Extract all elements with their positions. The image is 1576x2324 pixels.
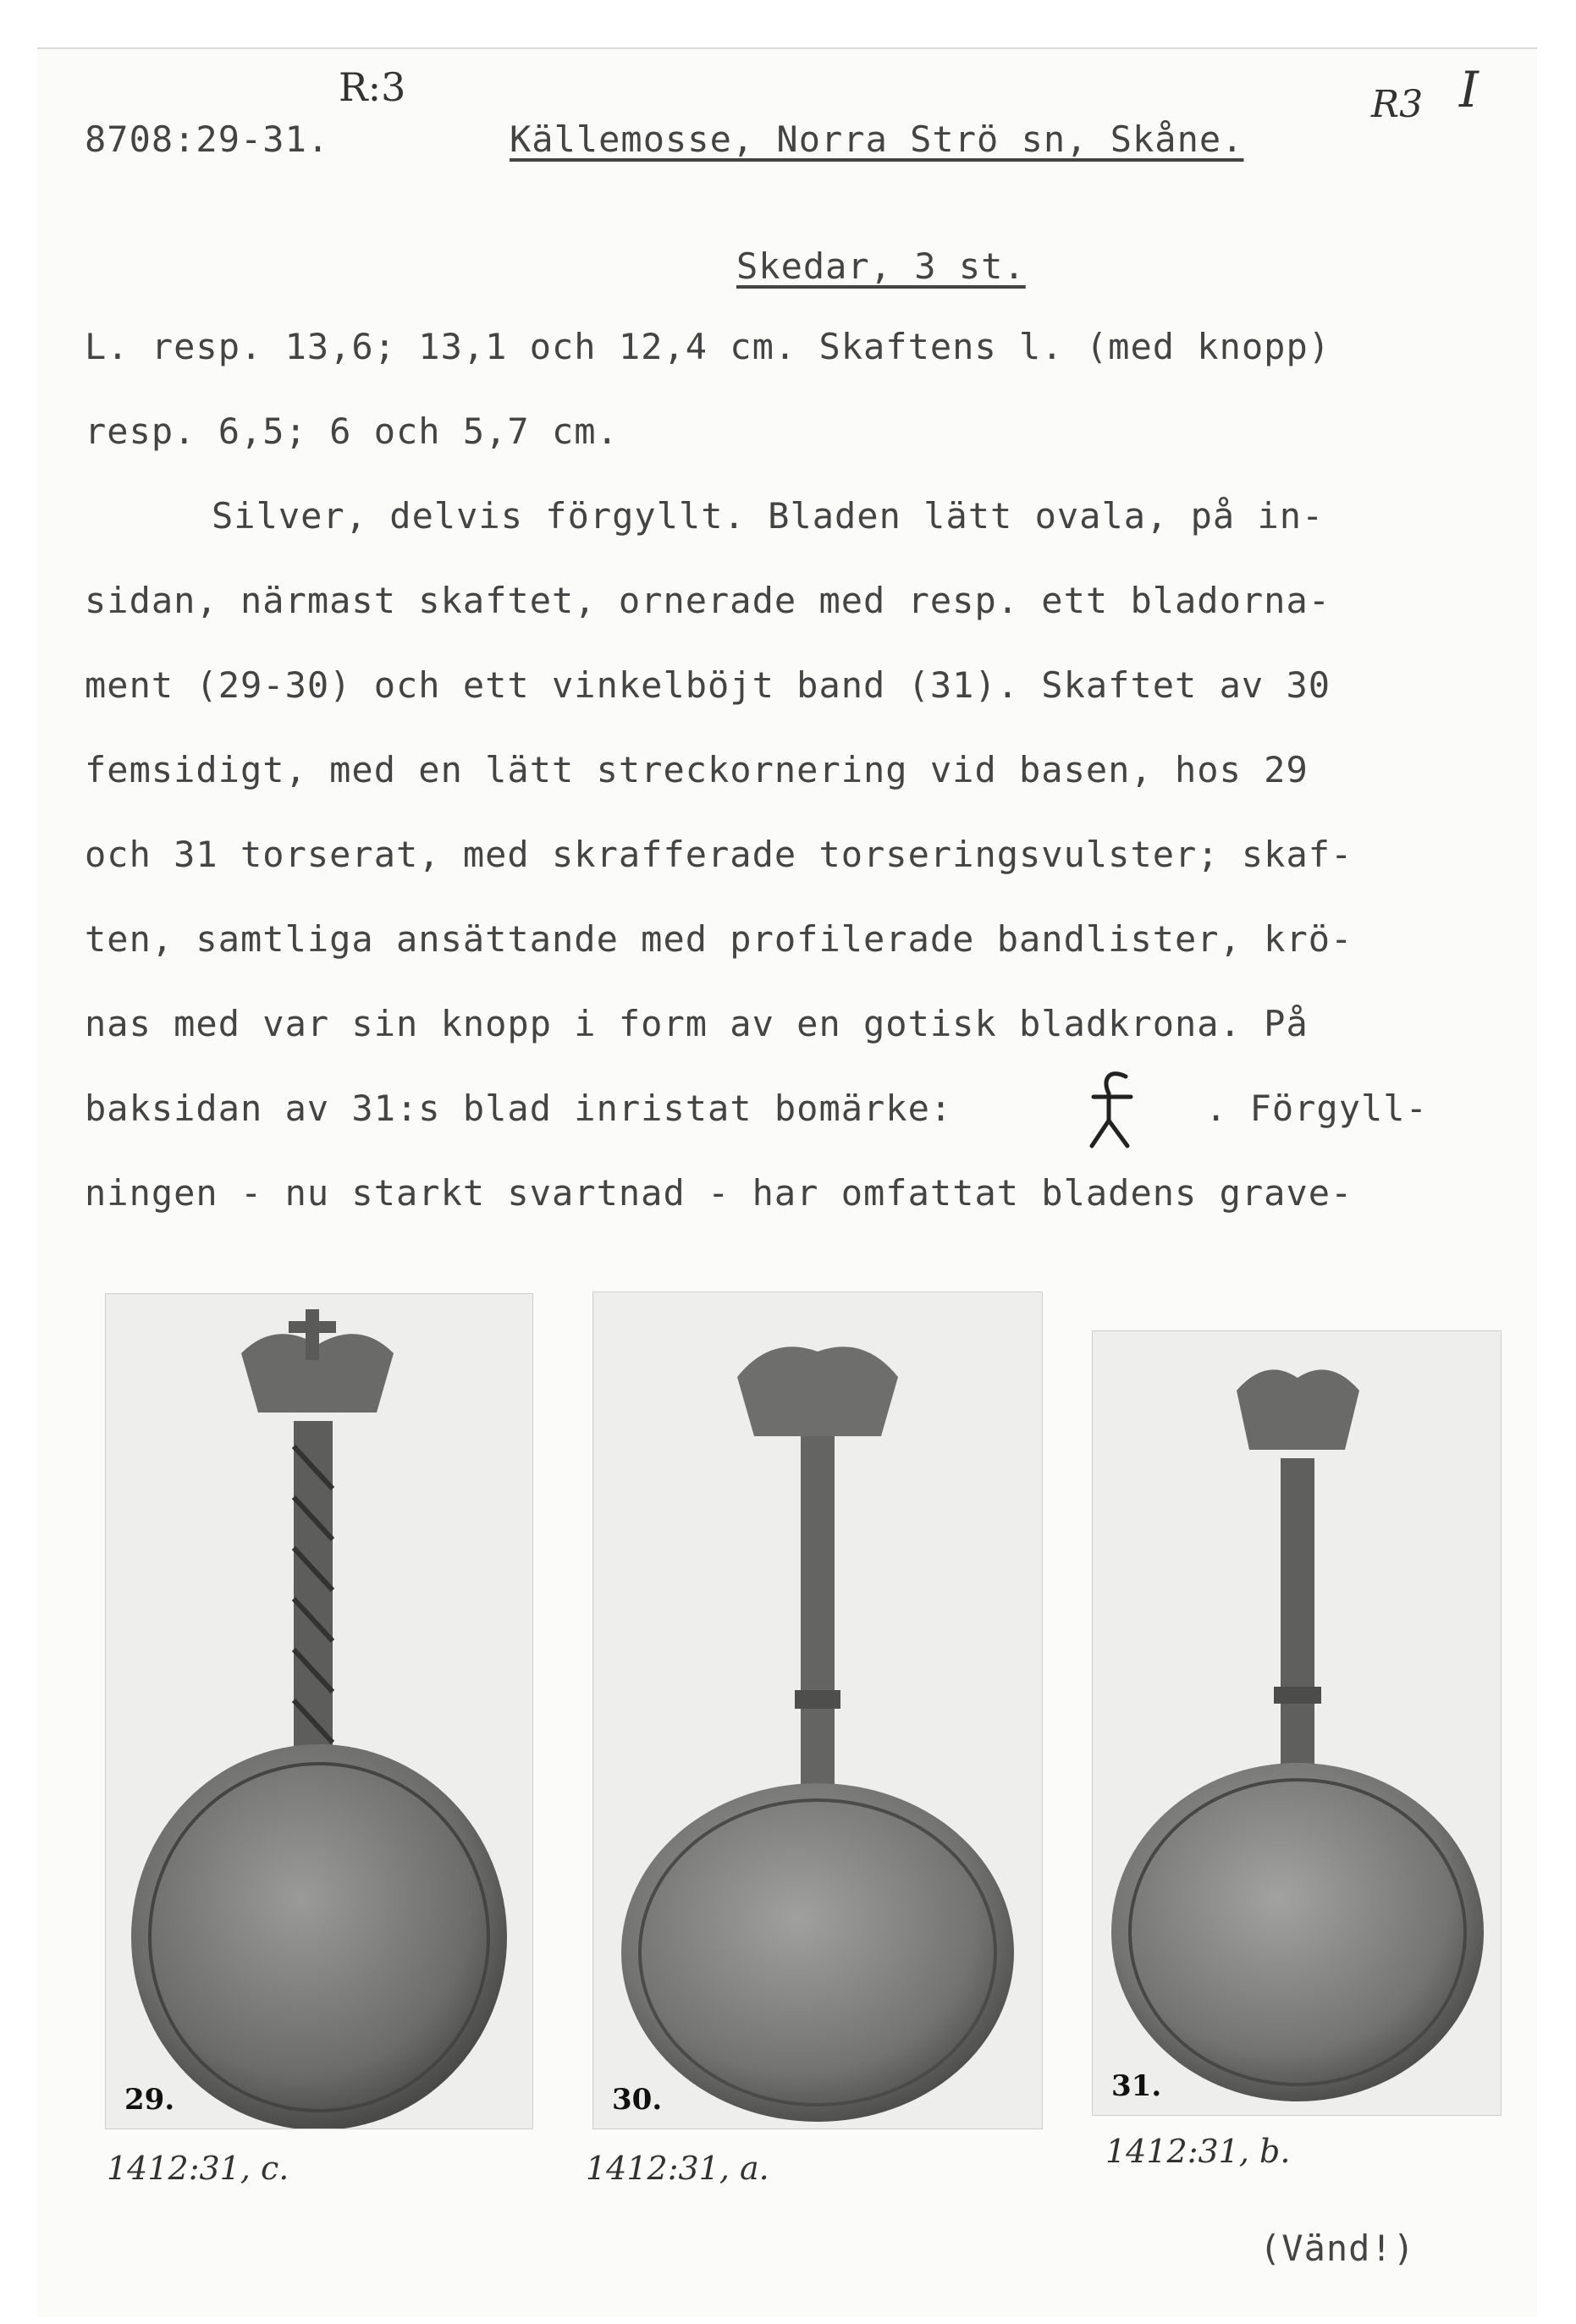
text-line: ten, samtliga ansättande med profilerade bandlister, krö- bbox=[85, 918, 1353, 960]
photo-caption: 1412:31, a. bbox=[586, 2150, 769, 2187]
text-line: nas med var sin knopp i form av en gotisk bladkrona. På bbox=[85, 1003, 1309, 1044]
text-line: och 31 torserat, med skrafferade torseringsvulster; skaf- bbox=[85, 834, 1353, 875]
photo-number: 30. bbox=[612, 2083, 663, 2117]
spoon-29-icon bbox=[106, 1294, 532, 2128]
text-line-continuation: . Förgyll- bbox=[1205, 1088, 1428, 1129]
text-line: Silver, delvis förgyllt. Bladen lätt ovala, på in- bbox=[212, 495, 1325, 537]
photo-number: 29. bbox=[124, 2083, 175, 2117]
roman-numeral-mark: I bbox=[1459, 61, 1479, 118]
spoon-photo-31 bbox=[1092, 1330, 1502, 2116]
spoon-30-icon bbox=[593, 1292, 1042, 2128]
photo-caption: 1412:31, b. bbox=[1105, 2133, 1291, 2170]
spoon-photo-30 bbox=[592, 1291, 1043, 2129]
text-line: femsidigt, med en lätt streckornering vid basen, hos 29 bbox=[85, 749, 1309, 790]
text-line: sidan, närmast skaftet, ornerade med resp. ett bladorna- bbox=[85, 580, 1331, 621]
photo-number: 31. bbox=[1111, 2069, 1162, 2103]
text-line: resp. 6,5; 6 och 5,7 cm. bbox=[85, 410, 619, 452]
text-line: L. resp. 13,6; 13,1 och 12,4 cm. Skaftens l. (med knopp) bbox=[85, 326, 1331, 367]
text-line: ment (29-30) och ett vinkelböjt band (31). Skaftet av 30 bbox=[85, 664, 1331, 706]
text-line: ningen - nu starkt svartnad - har omfattat bladens grave- bbox=[85, 1172, 1353, 1214]
handwritten-registry-mark-right: R3 bbox=[1371, 83, 1424, 126]
find-location: Källemosse, Norra Strö sn, Skåne. bbox=[510, 118, 1244, 160]
spoon-31-icon bbox=[1093, 1331, 1501, 2115]
turn-over-note: (Vänd!) bbox=[1259, 2228, 1416, 2269]
card-title: Skedar, 3 st. bbox=[736, 245, 1026, 287]
text-line: baksidan av 31:s blad inristat bomärke: bbox=[85, 1088, 953, 1129]
catalog-number: 8708:29-31. bbox=[85, 118, 330, 160]
handwritten-registry-mark: R:3 bbox=[339, 64, 406, 110]
house-mark-icon bbox=[1083, 1068, 1143, 1153]
spoon-photo-29 bbox=[105, 1293, 533, 2129]
photo-caption: 1412:31, c. bbox=[107, 2150, 289, 2187]
